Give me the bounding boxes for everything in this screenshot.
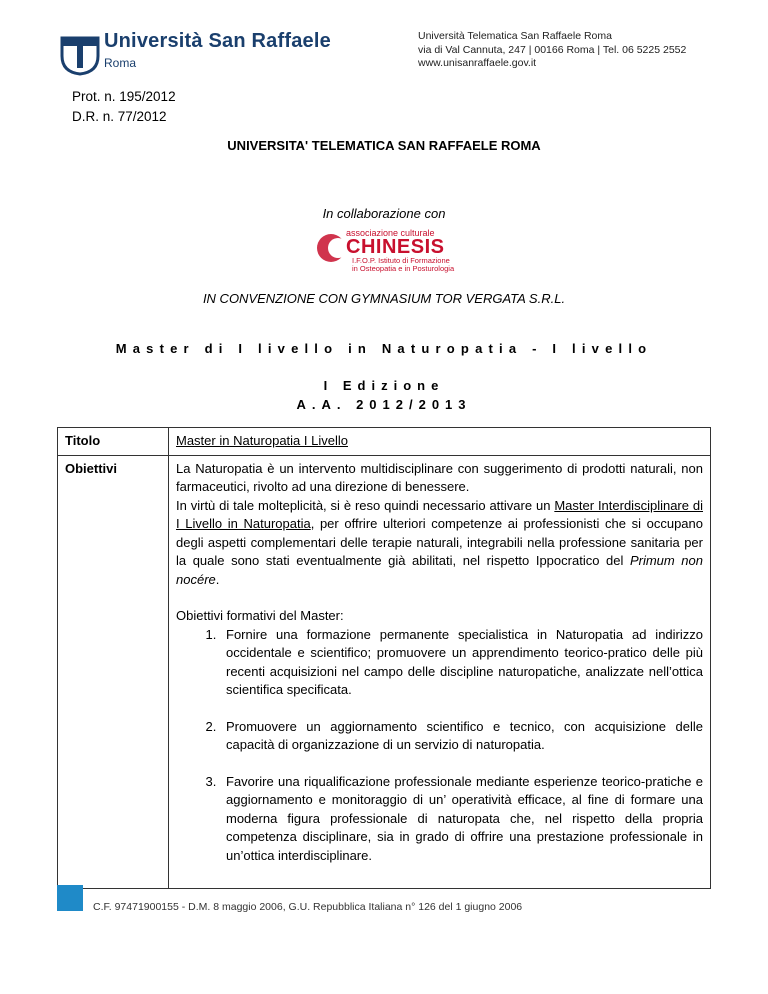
- master-info-table: [57, 427, 711, 889]
- university-name: Università San Raffaele: [104, 30, 331, 52]
- university-city: Roma: [104, 56, 137, 70]
- edition-label: I Edizione: [323, 378, 445, 393]
- footer-text: C.F. 97471900155 - D.M. 8 maggio 2006, G.U. Repubblica Italiana n° 126 del 1 giugno 2006: [93, 901, 523, 913]
- address-block: [418, 30, 686, 71]
- list-item: 1. Fornire una formazione permanente specialistica in Naturopatia ad indirizzo occidentale e scientifico; promuovere un apprendimento teorico-pratico delle più recenti acquisizioni nel campo delle discipline naturopatiche, analizzate nell’ottica scientifica specificata.: [220, 626, 703, 700]
- partner-line: I.F.O.P. Istituto di Formazione: [352, 256, 450, 265]
- rationale-paragraph: [176, 497, 703, 590]
- partner-name: CHINESIS: [346, 236, 445, 258]
- convention-text: IN CONVENZIONE CON GYMNASIUM TOR VERGATA S.R.L.: [202, 291, 566, 306]
- master-name-link[interactable]: Master in Naturopatia I Livello: [176, 433, 348, 448]
- document-heading: UNIVERSITA' TELEMATICA SAN RAFFAELE ROMA: [227, 138, 541, 153]
- address-line: Università Telematica San Raffaele Roma: [418, 30, 612, 42]
- footer-accent: [57, 885, 83, 911]
- table-row: [58, 455, 711, 888]
- obiettivi-label: Obiettivi: [58, 455, 169, 888]
- academic-year: A.A. 2012/2013: [296, 397, 472, 412]
- master-link[interactable]: Master Interdisciplinare di I Livello in Naturopatia: [176, 497, 703, 531]
- paragraph-text: .: [215, 571, 220, 587]
- obiettivi-content: [169, 455, 711, 888]
- partner-logo: [314, 228, 464, 272]
- partner-line: in Osteopatia e in Posturologia: [352, 264, 455, 273]
- latin-phrase: Primum non nocére: [176, 553, 703, 587]
- objectives-heading: Obiettivi formativi del Master:: [176, 608, 344, 623]
- master-title: Master di I livello in Naturopatia - I livello: [115, 341, 653, 356]
- list-item: 2. Promuovere un aggiornamento scientifico e tecnico, con acquisizione delle capacità di organizzazione di un servizio di naturopatia.: [220, 718, 703, 755]
- partner-subtitle: associazione culturale: [346, 228, 435, 238]
- paragraph-text: In virtù di tale molteplicità, si è reso quindi necessario attivare un: [176, 497, 555, 513]
- paragraph-text: , per offrire ulteriori competenze ai professionisti che si occupano degli aspetti complementari delle terapie naturali, integrabili nella professione sanitaria per la quale sono stati eventualmente già abilitati, nel rispetto Ippocratico del: [176, 516, 703, 568]
- collaboration-text: In collaborazione con: [322, 206, 446, 221]
- protocol-number: Prot. n. 195/2012: [72, 89, 176, 104]
- intro-paragraph: La Naturopatia è un intervento multidisciplinare con suggerimento di prodotti naturali, non farmaceutici, rivolto ad una direzione di benessere.: [176, 460, 703, 494]
- titolo-label: Titolo: [58, 428, 169, 456]
- list-item: 3. Favorire una riqualificazione professionale mediante esperienze teorico-pratiche e aggiornamento e monitoraggio di un’ operatività efficace, al fine di formare una moderna figura professionale di naturopata che, nel rispetto della propria competenza disciplinare, sia in grado di offrire una prestazione professionale in un’ottica interdisciplinare.: [220, 773, 703, 866]
- address-line: via di Val Cannuta, 247 | 00166 Roma | Tel. 06 5225 2552: [418, 43, 687, 56]
- objectives-list: [176, 626, 703, 866]
- decree-number: D.R. n. 77/2012: [72, 109, 167, 124]
- table-row: [58, 428, 711, 456]
- shield-logo-icon: [60, 36, 100, 76]
- website-link[interactable]: www.unisanraffaele.gov.it: [418, 57, 537, 69]
- edition-block: [0, 376, 768, 414]
- titolo-value: [169, 428, 711, 456]
- protocol-block: [72, 87, 176, 127]
